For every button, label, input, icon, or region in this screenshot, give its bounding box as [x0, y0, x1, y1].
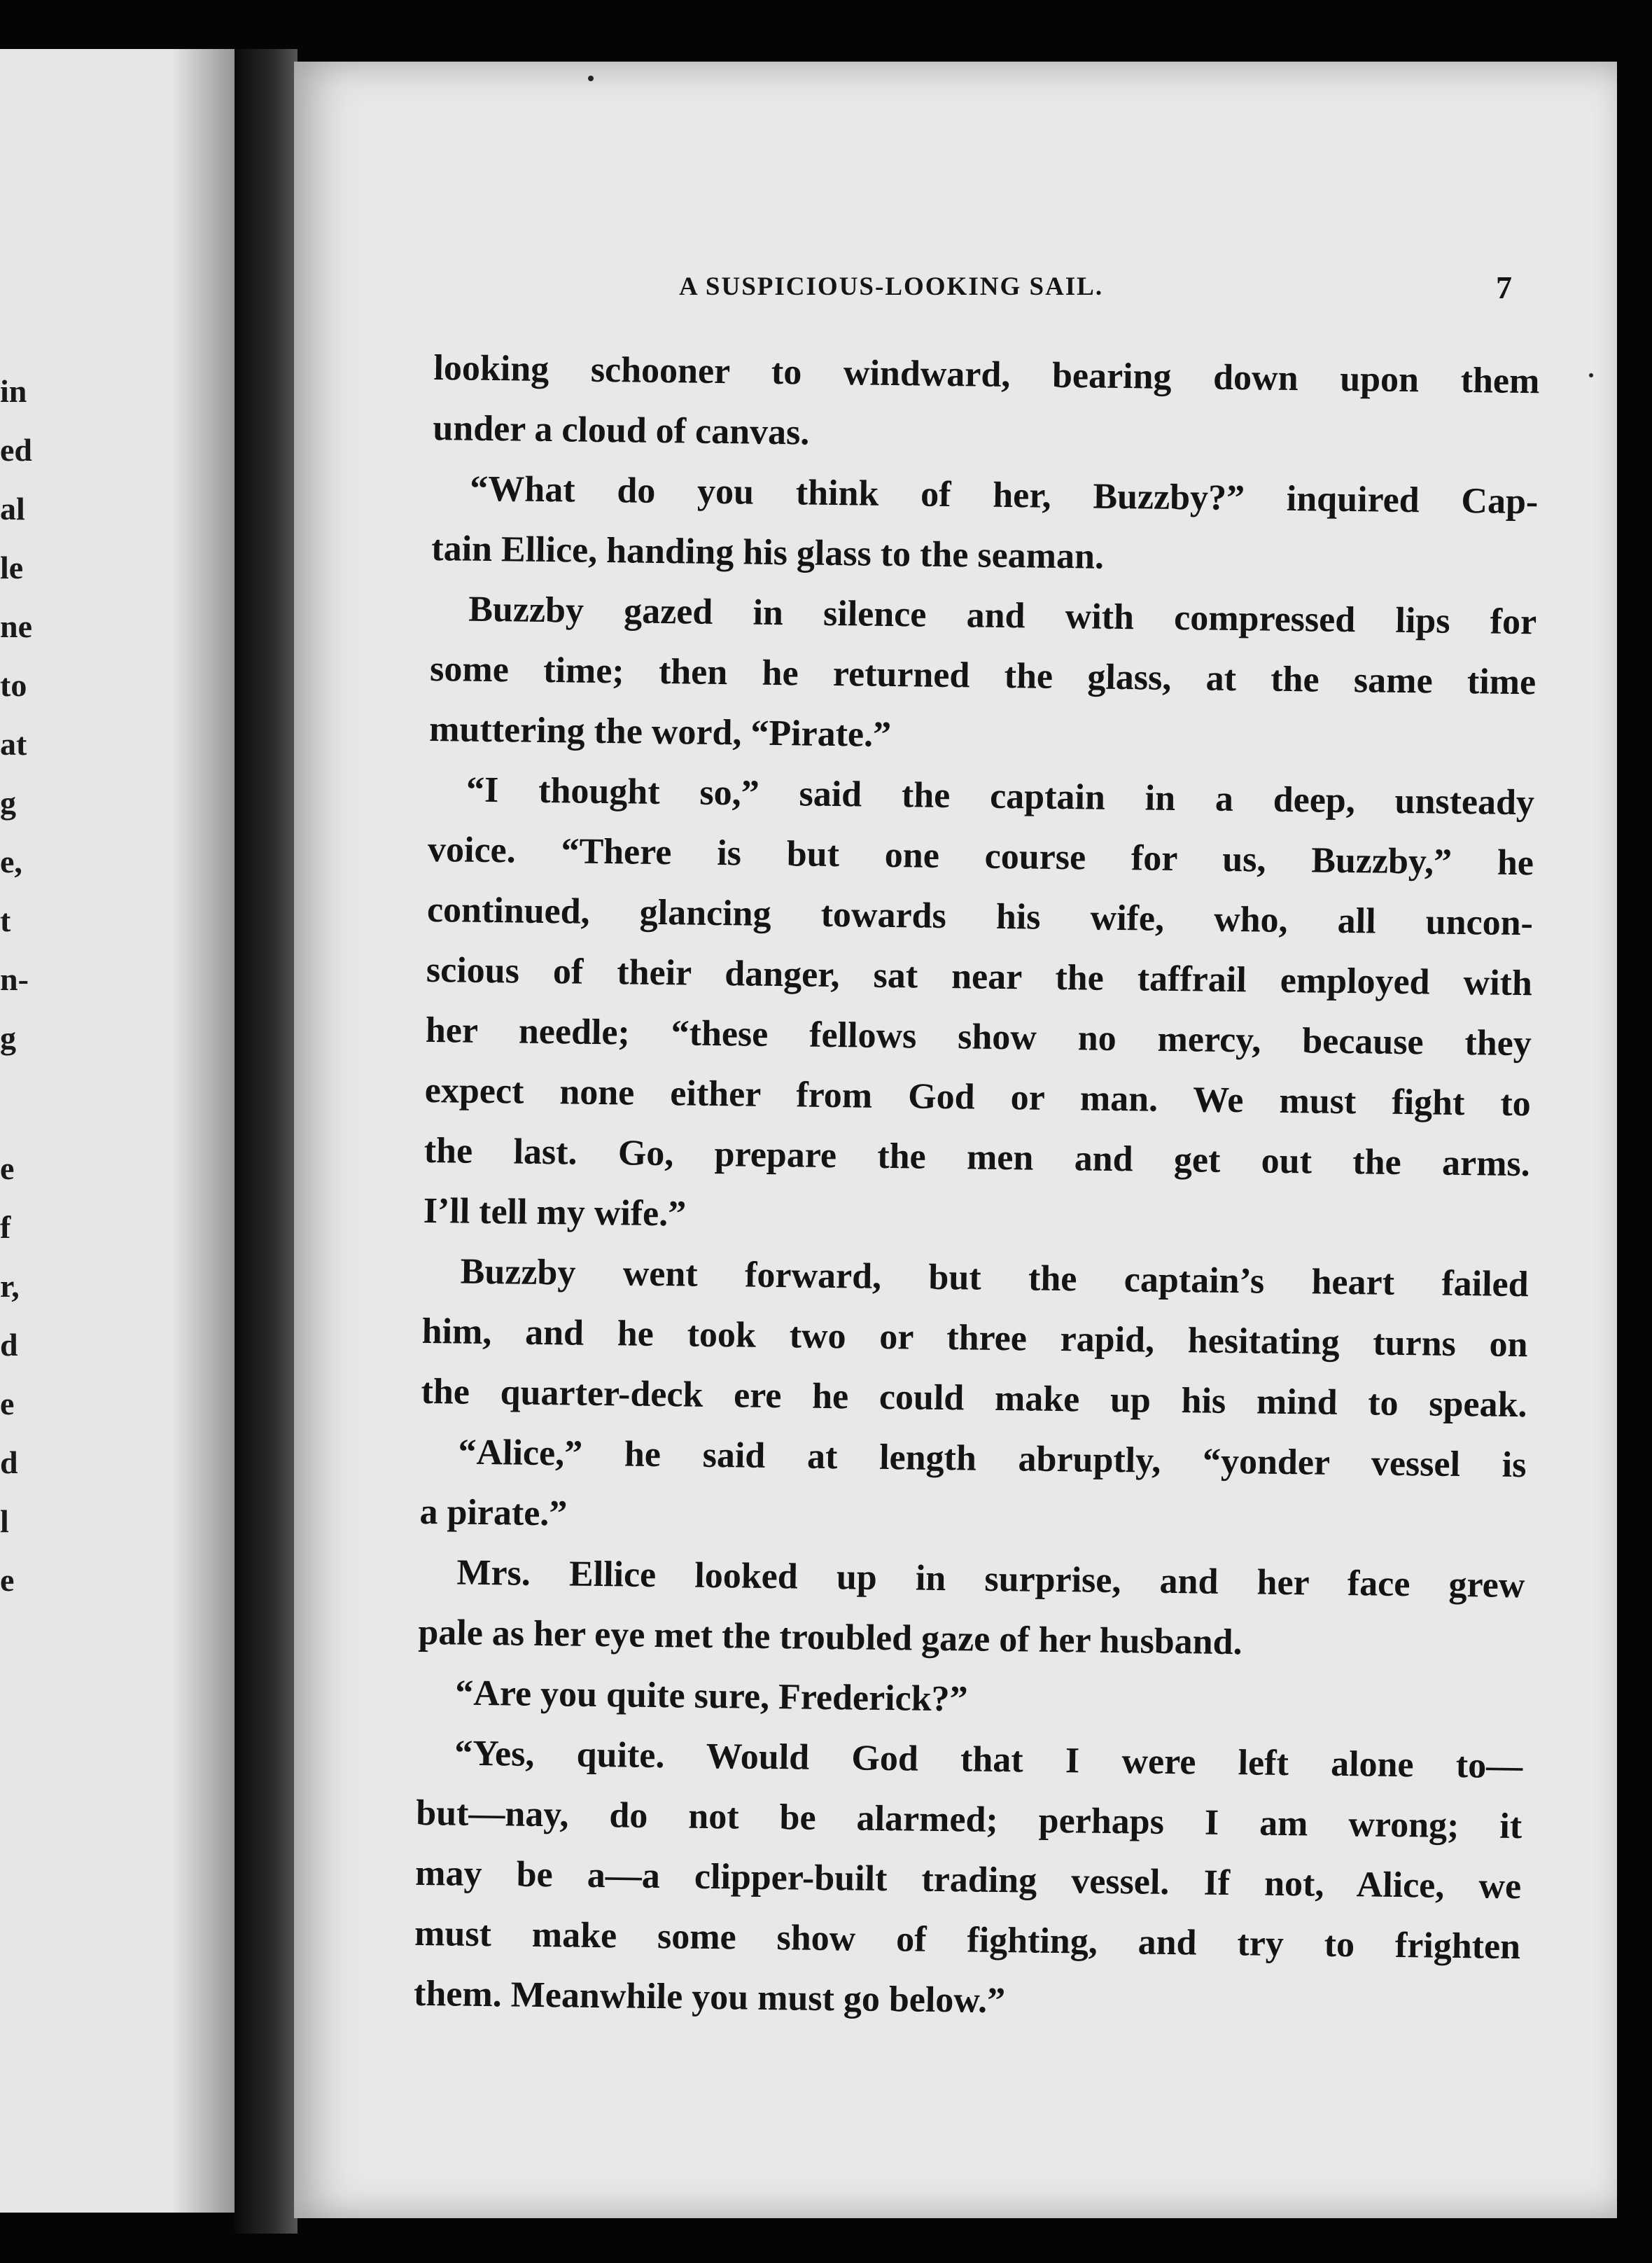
line-ending: g	[0, 1020, 16, 1056]
text-line: a pirate.”	[419, 1491, 568, 1534]
line-ending: le	[0, 550, 24, 585]
text-line: I’ll tell my wife.”	[423, 1190, 687, 1234]
text-line: Buzzby gazed in silence and with compressed lips for	[468, 589, 1537, 643]
text-line: tain Ellice, handing his glass to the seaman.	[430, 528, 1105, 577]
text-line: but—nay, do not be alarmed; perhaps I am wrong; it	[415, 1792, 1522, 1847]
book-gutter-shadow	[234, 49, 298, 2234]
print-speck	[588, 76, 594, 81]
text-line: her needle; “these fellows show no mercy, because they	[425, 1010, 1532, 1064]
line-ending: e	[0, 1562, 15, 1598]
text-line: “Are you quite sure, Frederick?”	[455, 1673, 968, 1720]
line-ending: in	[0, 373, 27, 409]
line-ending: to	[0, 667, 27, 703]
book-page	[294, 62, 1617, 2218]
line-ending: e	[0, 1150, 15, 1186]
line-ending: d	[0, 1327, 18, 1363]
text-line: them. Meanwhile you must go below.”	[413, 1973, 1006, 2021]
text-line: continued, glancing towards his wife, who, all uncon-	[426, 889, 1534, 944]
text-line: pale as her eye met the troubled gaze of her husband.	[418, 1612, 1242, 1663]
line-ending: at	[0, 726, 27, 762]
previous-page-edge	[0, 49, 239, 2213]
text-line: looking schooner to windward, bearing down upon them	[433, 347, 1540, 402]
running-head	[679, 270, 1512, 305]
text-line: under a cloud of canvas.	[433, 408, 810, 453]
text-line: him, and he took two or three rapid, hesitating turns on	[421, 1311, 1528, 1365]
running-head-title: A SUSPICIOUS-LOOKING SAIL.	[679, 272, 1104, 301]
line-ending: l	[0, 1503, 9, 1539]
body-text	[414, 338, 1540, 2038]
text-line: may be a—a clipper-built trading vessel. If not, Alice, we	[414, 1853, 1522, 1907]
text-line: the last. Go, prepare the men and get out the arms.	[424, 1130, 1531, 1185]
page-number: 7	[1496, 270, 1512, 305]
line-ending: d	[0, 1444, 18, 1480]
text-line: “What do you think of her, Buzzby?” inquired Cap-	[470, 468, 1539, 522]
line-ending: n-	[0, 961, 29, 997]
line-ending: r,	[0, 1268, 20, 1304]
line-ending: e	[0, 1386, 15, 1421]
text-line: some time; then he returned the glass, at the same time	[429, 648, 1536, 703]
text-line: “Yes, quite. Would God that I were left alone to—	[454, 1733, 1523, 1787]
line-ending: g	[0, 785, 16, 821]
line-ending: f	[0, 1209, 11, 1245]
text-line: Buzzby went forward, but the captain’s heart failed	[460, 1251, 1529, 1305]
text-line: expect none either from God or man. We must fight to	[424, 1070, 1532, 1124]
line-ending: t	[0, 903, 11, 938]
line-ending: ed	[0, 432, 32, 468]
line-ending: e,	[0, 844, 22, 879]
text-line: voice. “There is but one course for us, Buzzby,” he	[427, 829, 1534, 884]
text-line: muttering the word, “Pirate.”	[428, 709, 892, 756]
line-ending: al	[0, 491, 25, 527]
text-line: must make some show of fighting, and try to frighten	[414, 1913, 1521, 1968]
text-line: “I thought so,” said the captain in a deep, unsteady	[465, 770, 1535, 823]
text-line: the quarter-deck ere he could make up his mind to speak.	[421, 1371, 1527, 1426]
line-ending: ne	[0, 608, 32, 644]
text-line: Mrs. Ellice looked up in surprise, and her face grew	[456, 1552, 1525, 1606]
text-line: “Alice,” he said at length abruptly, “yonder vessel is	[458, 1432, 1527, 1486]
text-line: scious of their danger, sat near the taffrail employed with	[426, 949, 1533, 1004]
print-speck	[1589, 373, 1593, 377]
